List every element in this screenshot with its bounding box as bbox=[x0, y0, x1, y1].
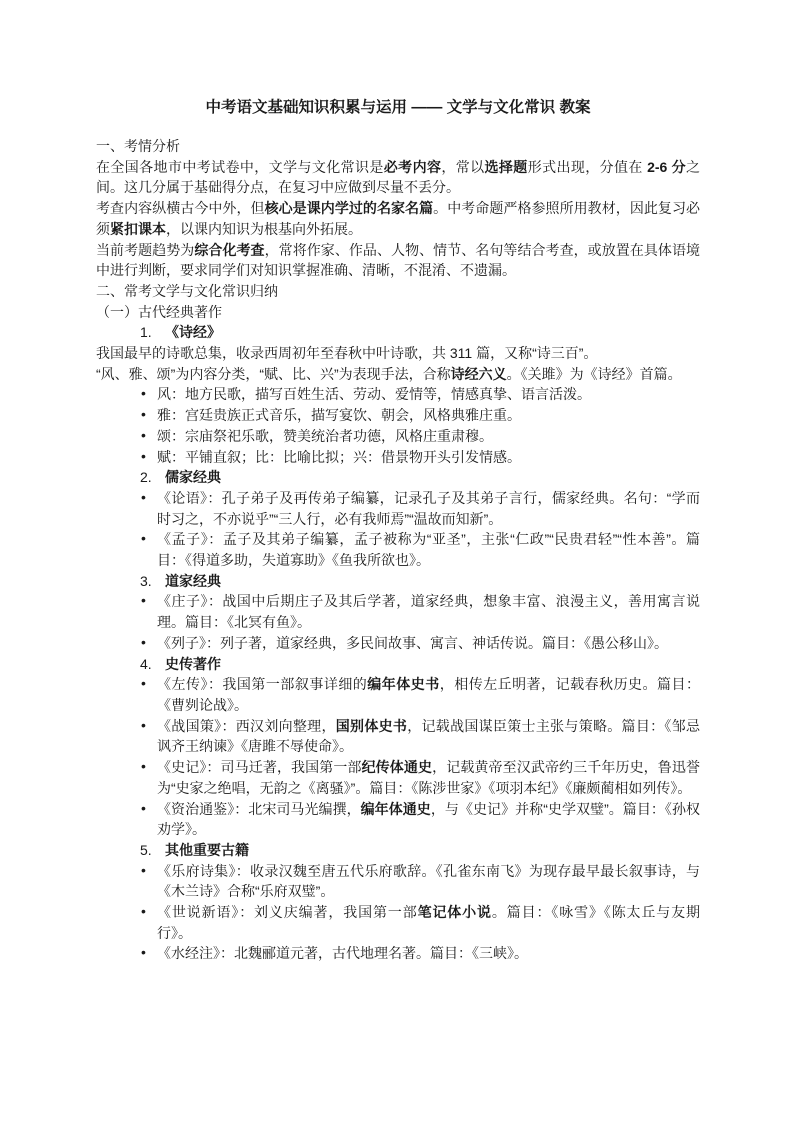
text-runs: 其他重要古籍 bbox=[165, 841, 249, 858]
text-runs: 《论语》：孔子弟子及再传弟子编纂，记录孔子及其弟子言行，儒家经典。名句：“学而时习之，不亦说乎”“三人行，必有我师焉”“温故而知新”。 bbox=[157, 489, 700, 527]
paragraph bbox=[96, 136, 700, 157]
list-item bbox=[96, 488, 700, 529]
list-number: 2. bbox=[140, 469, 152, 486]
bullet-icon: • bbox=[141, 944, 146, 961]
text-runs: 道家经典 bbox=[165, 572, 221, 589]
list-number: 3. bbox=[140, 572, 152, 589]
document-body bbox=[96, 136, 700, 964]
list-item bbox=[96, 674, 700, 715]
list-number: 1. bbox=[140, 324, 152, 341]
bullet-icon: • bbox=[141, 903, 146, 920]
list-item bbox=[96, 384, 700, 405]
list-item bbox=[96, 529, 700, 570]
text-runs: 史传著作 bbox=[165, 655, 221, 672]
text-runs: 《孟子》：孟子及其弟子编纂，孟子被称为“亚圣”，主张“仁政”“民贵君轻”“性本善”。篇目：《得道多助，失道寡助》《鱼我所欲也》。 bbox=[157, 531, 700, 569]
paragraph bbox=[96, 198, 700, 239]
bullet-icon: • bbox=[141, 716, 146, 733]
paragraph bbox=[96, 343, 700, 364]
paragraph bbox=[96, 281, 700, 302]
text-runs: 《庄子》：战国中后期庄子及其后学著，道家经典，想象丰富、浪漫主义，善用寓言说理。篇目：《北冥有鱼》。 bbox=[157, 593, 700, 631]
list-item bbox=[96, 861, 700, 902]
bullet-icon: • bbox=[141, 799, 146, 816]
bullet-icon: • bbox=[141, 447, 146, 464]
list-item bbox=[96, 757, 700, 798]
numbered-heading bbox=[96, 322, 700, 343]
list-item bbox=[96, 591, 700, 632]
list-item bbox=[96, 633, 700, 654]
numbered-heading bbox=[96, 654, 700, 675]
numbered-heading bbox=[96, 467, 700, 488]
list-item bbox=[96, 716, 700, 757]
bullet-icon: • bbox=[141, 861, 146, 878]
bullet-icon: • bbox=[141, 592, 146, 609]
list-item bbox=[96, 447, 700, 468]
list-item bbox=[96, 943, 700, 964]
text-runs: 儒家经典 bbox=[165, 469, 221, 486]
bullet-icon: • bbox=[141, 385, 146, 402]
text-runs: 《史记》：司马迁著，我国第一部纪传体通史，记载黄帝至汉武帝约三千年历史，鲁迅誉为“史家之绝唱，无韵之《离骚》”。篇目：《陈涉世家》《项羽本纪》《廉颇蔺相如列传》。 bbox=[157, 759, 701, 796]
list-item bbox=[96, 799, 700, 840]
bullet-icon: • bbox=[141, 530, 146, 547]
text-runs: 《水经注》：北魏郦道元著，古代地理名著。篇目：《三峡》。 bbox=[157, 945, 528, 962]
numbered-heading bbox=[96, 840, 700, 861]
text-runs: 《战国策》：西汉刘向整理，国别体史书，记载战国谋臣策士主张与策略。篇目：《邹忌讽齐王纳谏》《唐雎不辱使命》。 bbox=[157, 717, 701, 755]
bullet-icon: • bbox=[141, 675, 146, 692]
text-runs: 《诗经》 bbox=[165, 324, 221, 341]
list-number: 4. bbox=[140, 655, 152, 672]
text-runs: 赋：平铺直叙；比：比喻比拟；兴：借景物开头引发情感。 bbox=[157, 448, 521, 465]
paragraph bbox=[96, 157, 700, 198]
text-runs: 《世说新语》：刘义庆编著，我国第一部笔记体小说。篇目：《咏雪》《陈太丘与友期行》。 bbox=[157, 904, 701, 941]
text-runs: 一、考情分析 bbox=[96, 138, 180, 154]
paragraph bbox=[96, 302, 700, 323]
text-runs: “风、雅、颂”为内容分类，“赋、比、兴”为表现手法，合称诗经六义。《关雎》为《诗经》首篇。 bbox=[96, 365, 682, 382]
bullet-icon: • bbox=[141, 633, 146, 650]
list-item bbox=[96, 426, 700, 447]
text-runs: 颂：宗庙祭祀乐歌，赞美统治者功德，风格庄重肃穆。 bbox=[157, 427, 493, 444]
text-runs: 《乐府诗集》：收录汉魏至唐五代乐府歌辞。《孔雀东南飞》为现存最早最长叙事诗，与《木兰诗》合称“乐府双璧”。 bbox=[157, 862, 700, 900]
text-runs: 《左传》：我国第一部叙事详细的编年体史书，相传左丘明著，记载春秋历史。篇目：《曹刿论战》。 bbox=[157, 676, 701, 713]
bullet-icon: • bbox=[141, 406, 146, 423]
list-item bbox=[96, 405, 700, 426]
bullet-icon: • bbox=[141, 488, 146, 505]
text-runs: 在全国各地市中考试卷中，文学与文化常识是必考内容，常以选择题形式出现，分值在 2-6 分之间。这几分属于基础得分点，在复习中应做到尽量不丢分。 bbox=[96, 158, 701, 196]
text-runs: 我国最早的诗歌总集，收录西周初年至春秋中叶诗歌，共 311 篇，又称“诗三百”。 bbox=[96, 345, 598, 362]
list-number: 5. bbox=[140, 841, 152, 858]
document-content bbox=[96, 97, 700, 964]
paragraph bbox=[96, 364, 700, 385]
text-runs: 《资治通鉴》：北宋司马光编撰，编年体通史，与《史记》并称“史学双璧”。篇目：《孙权劝学》。 bbox=[157, 800, 701, 838]
text-runs: 风：地方民歌，描写百姓生活、劳动、爱情等，情感真挚、语言活泼。 bbox=[157, 386, 591, 403]
document-title: 中考语文基础知识积累与运用 —— 文学与文化常识 教案 bbox=[205, 99, 591, 116]
text-runs: 雅：宫廷贵族正式音乐，描写宴饮、朝会，风格典雅庄重。 bbox=[157, 407, 521, 424]
paragraph bbox=[96, 240, 700, 281]
list-item bbox=[96, 902, 700, 943]
text-runs: 二、常考文学与文化常识归纳 bbox=[96, 282, 278, 299]
numbered-heading bbox=[96, 571, 700, 592]
bullet-icon: • bbox=[141, 426, 146, 443]
text-runs: 《列子》：列子著，道家经典，多民间故事、寓言、神话传说。篇目：《愚公移山》。 bbox=[157, 634, 668, 651]
text-runs: 当前考题趋势为综合化考查，常将作家、作品、人物、情节、名句等结合考查，或放置在具体语境中进行判断，要求同学们对知识掌握准确、清晰，不混淆、不遗漏。 bbox=[96, 241, 701, 279]
text-runs: （一）古代经典著作 bbox=[96, 303, 222, 320]
bullet-icon: • bbox=[141, 758, 146, 775]
text-runs: 考查内容纵横古今中外，但核心是课内学过的名家名篇。中考命题严格参照所用教材，因此复习必须紧扣课本，以课内知识为根基向外拓展。 bbox=[96, 200, 701, 237]
